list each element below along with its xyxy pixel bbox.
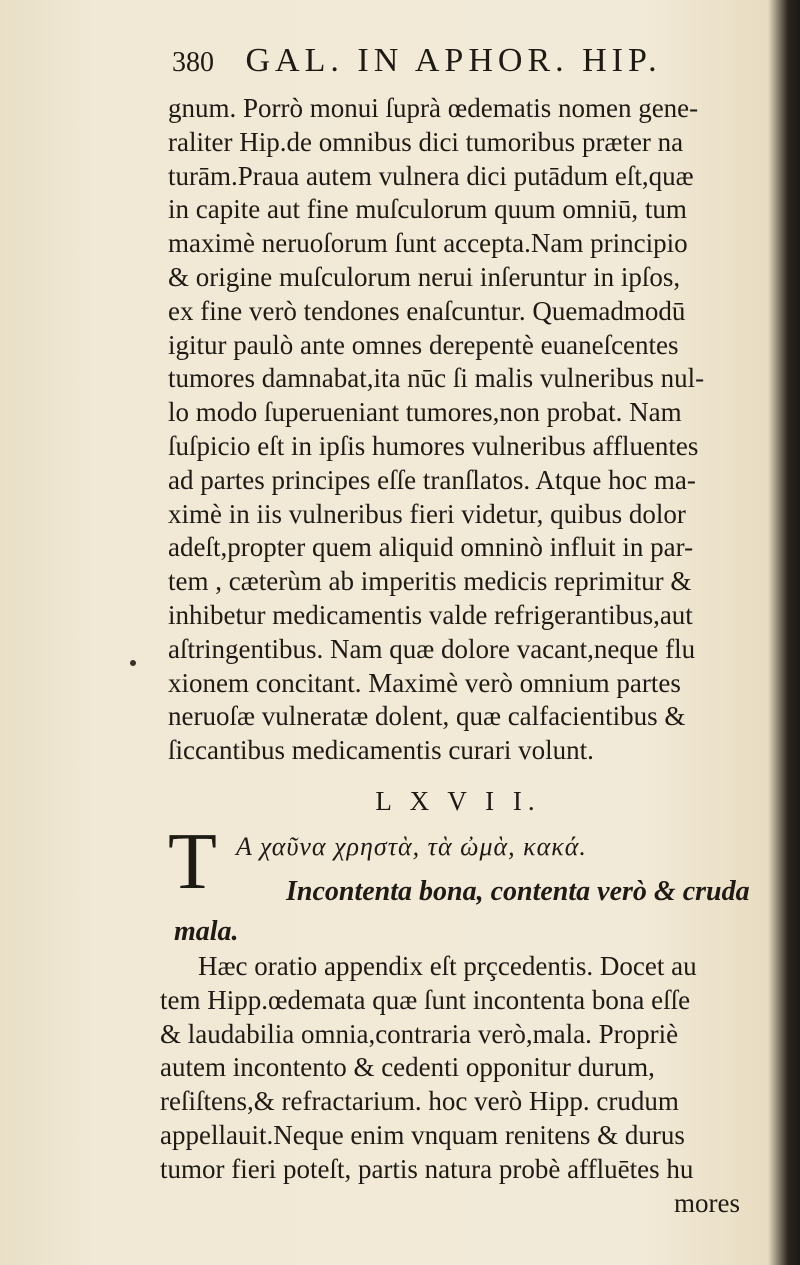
text-line: xionem concitant. Maximè verò omnium partes xyxy=(168,667,681,698)
text-line: ximè in iis vulneribus fieri videtur, quibus dolor xyxy=(168,498,686,529)
text-line: tumor fieri poteſt, partis natura probè affluētes hu xyxy=(160,1153,694,1184)
text-line: neruoſæ vulneratæ dolent, quæ calfacientibus & xyxy=(168,701,686,732)
latin-aphorism-line: Incontenta bona, contenta verò & cruda xyxy=(286,876,750,907)
text-line: lo modo ſuperueniant tumores,non probat. Nam xyxy=(168,397,682,428)
text-line: appellauit.Neque enim vnquam renitens & durus xyxy=(160,1119,685,1150)
latin-aphorism-line: mala. xyxy=(174,916,239,947)
text-line: & origine muſculorum nerui inſeruntur in ipſos, xyxy=(168,261,681,292)
text-line: ſuſpicio eſt in ipſis humores vulneribus affluentes xyxy=(168,430,699,461)
text-line: igitur paulò ante omnes derepentè euaneſcentes xyxy=(168,329,679,360)
aphorism-number-heading: L X V I I. xyxy=(375,786,541,816)
text-line: Hæc oratio appendix eſt prçcedentis. Docet au xyxy=(198,951,697,981)
text-line: maximè neruoſorum ſunt accepta.Nam principio xyxy=(168,228,688,259)
body-text xyxy=(168,92,768,768)
text-line: turām.Praua autem vulnera dici putādum eſt,quæ xyxy=(168,160,694,191)
greek-aphorism: A χαῦνα χρηστὰ, τὰ ὠμὰ, κακά. xyxy=(236,832,587,861)
text-line: ad partes principes eſſe tranſlatos. Atque hoc ma- xyxy=(168,464,696,495)
ink-speck xyxy=(130,660,136,666)
text-line: reſiſtens,& refractarium. hoc verò Hipp. crudum xyxy=(160,1086,679,1117)
text-line: inhibetur medicamentis valde refrigerantibus,aut xyxy=(168,599,693,630)
commentary-text xyxy=(160,950,780,1220)
text-line: tem , cæterùm ab imperitis medicis reprimitur & xyxy=(168,566,692,597)
text-line: tumores damnabat,ita nūc ſi malis vulneribus nul- xyxy=(168,363,705,394)
running-title: GAL. IN APHOR. HIP. xyxy=(245,42,662,79)
text-line: ſiccantibus medicamentis curari volunt. xyxy=(168,735,594,766)
text-line: raliter Hip.de omnibus dici tumoribus præter na xyxy=(168,126,684,157)
text-line: adeſt,propter quem aliquid omninò influit in par- xyxy=(168,532,694,563)
text-line: autem incontento & cedenti opponitur durum, xyxy=(160,1052,655,1083)
running-header xyxy=(172,42,732,92)
text-line: gnum. Porrò monui ſuprà œdematis nomen gene- xyxy=(168,93,699,123)
drop-cap: T xyxy=(168,818,217,906)
text-line: ex fine verò tendones enaſcuntur. Quemadmodū xyxy=(168,295,686,326)
text-line: aſtringentibus. Nam quæ dolore vacant,neque flu xyxy=(168,633,696,664)
text-line: in capite aut fine muſculorum quum omniū, tum xyxy=(168,194,687,225)
page-number: 380 xyxy=(172,47,214,78)
text-line: & laudabilia omnia,contraria verò,mala. Propriè xyxy=(160,1018,679,1049)
catchword: mores xyxy=(674,1187,740,1218)
text-line: tem Hipp.œdemata quæ ſunt incontenta bona eſſe xyxy=(160,984,691,1015)
